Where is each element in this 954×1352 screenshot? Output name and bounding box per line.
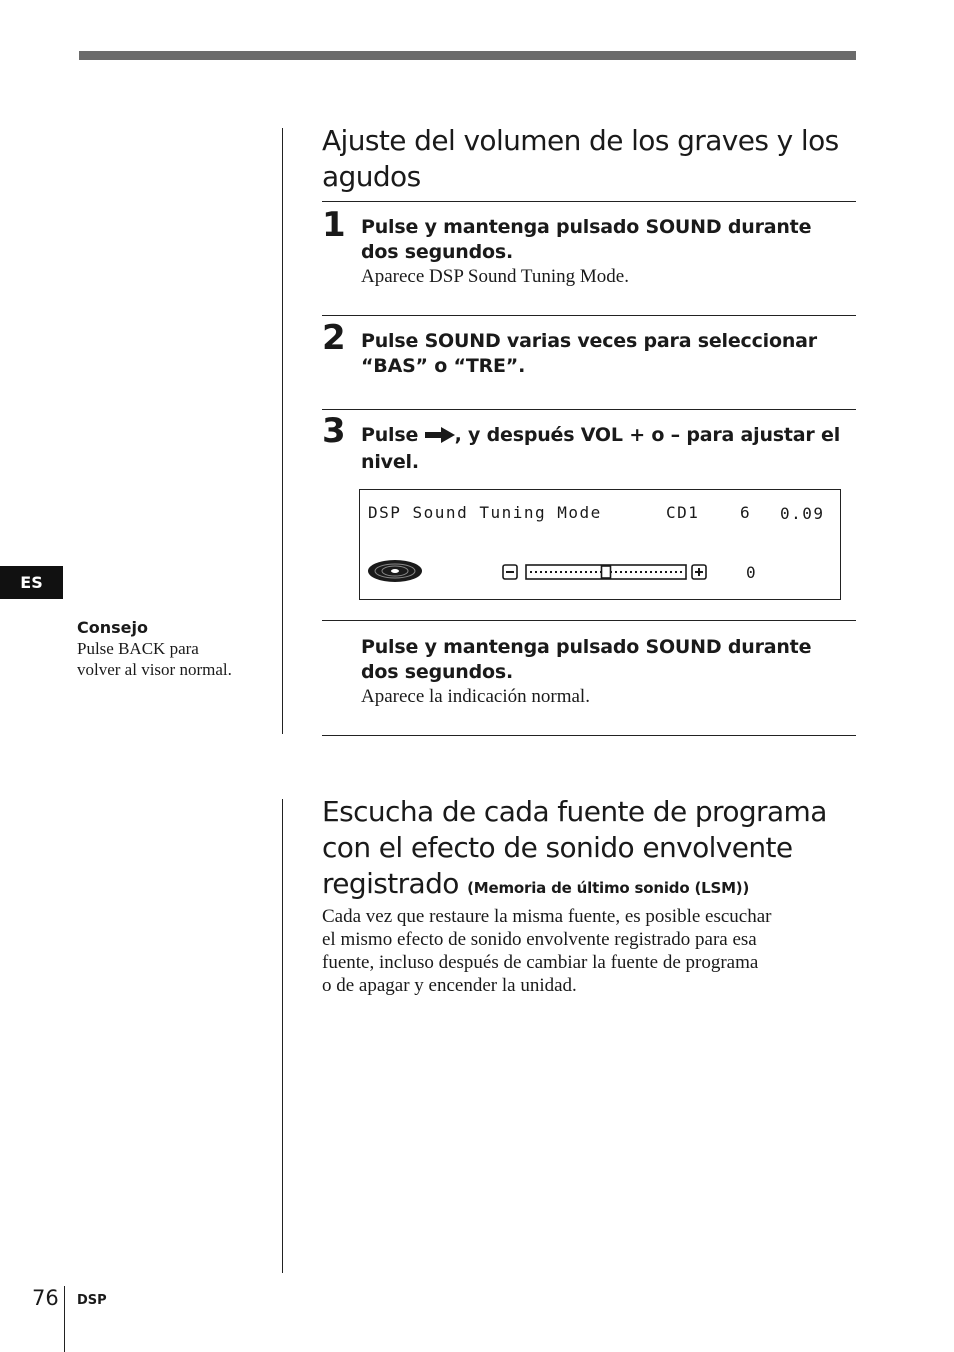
section2-title-line — [322, 866, 862, 906]
tip-line: Pulse BACK para — [77, 639, 199, 658]
header-bar — [79, 51, 856, 60]
level-knob — [602, 566, 611, 578]
divider — [322, 620, 856, 621]
step1-instruction: Pulse y mantenga pulsado SOUND durante — [361, 216, 812, 238]
disc-icon — [366, 558, 424, 589]
divider — [322, 315, 856, 316]
body-line: el mismo efecto de sonido envolvente registrado para esa — [322, 929, 757, 950]
divider — [322, 735, 856, 736]
level-slider — [502, 562, 712, 587]
step2-instruction: “BAS” o “TRE”. — [361, 355, 526, 377]
step2-number: 2 — [322, 318, 346, 358]
display-panel — [359, 489, 841, 600]
footer-divider — [64, 1286, 65, 1352]
body-line: fuente, incluso después de cambiar la fuente de programa — [322, 952, 759, 973]
step3-suffix: , y después VOL + o – para ajustar el — [454, 424, 841, 446]
step4-result: Aparece la indicación normal. — [361, 686, 590, 707]
step3-instruction — [361, 423, 856, 450]
column-divider-top — [282, 128, 283, 734]
divider — [322, 201, 856, 202]
right-arrow-icon — [425, 425, 455, 450]
display-mode-text: DSP Sound Tuning Mode — [368, 503, 602, 522]
display-disc-number: 6 — [740, 503, 752, 522]
step1 — [361, 215, 856, 288]
step3-instruction: nivel. — [361, 451, 419, 473]
minus-icon — [503, 565, 517, 579]
step4-instruction: dos segundos. — [361, 661, 514, 683]
section2-subtitle: (Memoria de último sonido (LSM)) — [467, 879, 750, 897]
section2-title-last: registrado — [322, 867, 459, 900]
step3-number: 3 — [322, 411, 346, 451]
language-tab: ES — [0, 566, 63, 599]
tip-box — [77, 618, 277, 680]
step2 — [361, 329, 856, 379]
step1-result: Aparece DSP Sound Tuning Mode. — [361, 266, 629, 287]
plus-icon — [692, 565, 706, 579]
section2-title — [322, 794, 862, 906]
display-source: CD1 — [666, 503, 700, 522]
body-line: Cada vez que restaure la misma fuente, es posible escuchar — [322, 906, 772, 927]
step1-number: 1 — [322, 205, 346, 245]
body-line: o de apagar y encender la unidad. — [322, 975, 577, 996]
section1-title-line: agudos — [322, 160, 421, 193]
display-time: 0.09 — [780, 504, 825, 523]
page-number: 76 — [32, 1286, 59, 1310]
column-divider-bottom — [282, 799, 283, 1273]
step3 — [361, 423, 856, 475]
section1-title-line: Ajuste del volumen de los graves y los — [322, 124, 839, 157]
step4 — [361, 635, 856, 708]
display-level-value: 0 — [746, 563, 758, 582]
tip-title: Consejo — [77, 618, 148, 637]
footer-section-label: DSP — [77, 1293, 107, 1308]
section1-title — [322, 123, 856, 195]
step3-prefix: Pulse — [361, 424, 419, 446]
step1-instruction: dos segundos. — [361, 241, 514, 263]
step4-instruction: Pulse y mantenga pulsado SOUND durante — [361, 636, 812, 658]
step2-instruction: Pulse SOUND varias veces para seleccionar — [361, 330, 817, 352]
tip-line: volver al visor normal. — [77, 660, 232, 679]
divider — [322, 409, 856, 410]
section2-body — [322, 905, 862, 997]
section2-title-line: con el efecto de sonido envolvente — [322, 831, 793, 864]
section2-title-line: Escucha de cada fuente de programa — [322, 795, 827, 828]
